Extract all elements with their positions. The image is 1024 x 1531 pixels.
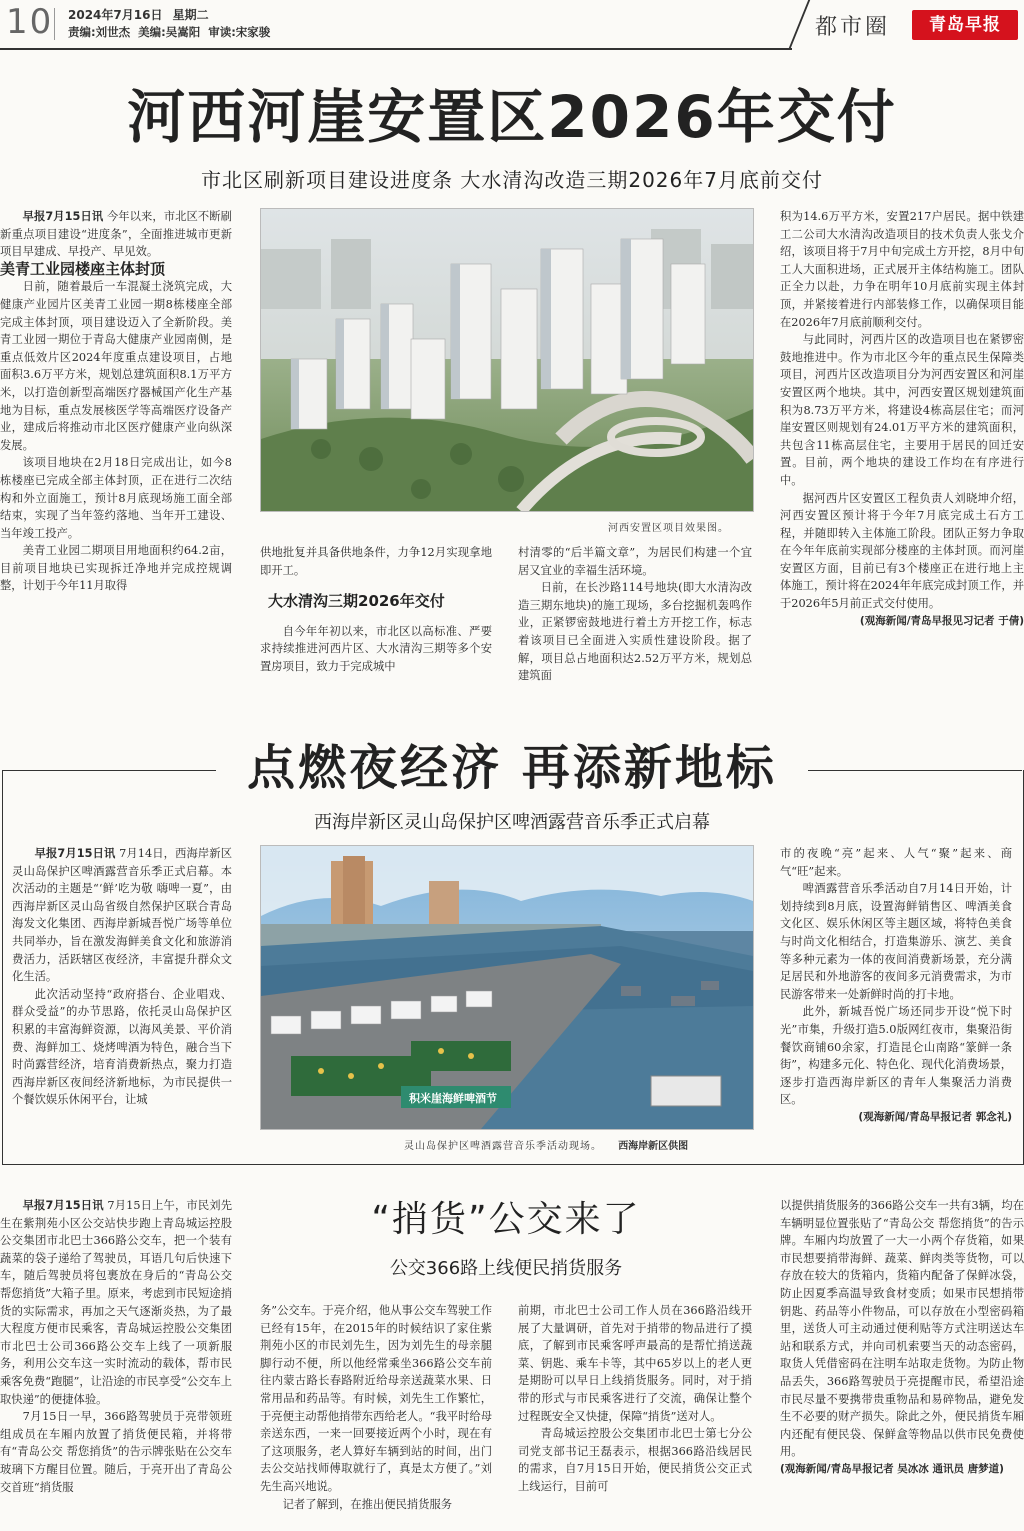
article2-paragraph: 此次活动坚持“政府搭台、企业唱戏、群众受益”的办节思路，依托灵山岛保护区积累的丰富海鲜资源，以海风美景、平价消费、海鲜加工、烧烤啤酒为特色，融合当下时尚露营经济，培育消费新热点，聚力打造西海岸新区夜间经济新地标，为市民提供一个餐饮娱乐休闲平台，让城 [12, 987, 232, 1107]
article1-paragraph: 村清零的“后半篇文章”，为居民们构建一个宜居又宜业的幸福生活环境。 [518, 546, 752, 577]
header-editors: 责编:刘世杰 美编:吴嵩阳 审读:宋家骏 [68, 25, 271, 39]
beer-festival-image [261, 846, 753, 1129]
article3-headline: “捎货”公交来了 [371, 1199, 641, 1240]
header-date: 2024年7月16日 [68, 8, 163, 22]
article2-subheadline: 西海岸新区灵山岛保护区啤酒露营音乐季正式启幕 [314, 812, 710, 833]
article2-paragraph: 7月14日，西海岸新区灵山岛保护区啤酒露营音乐季正式启幕。本次活动的主题是“‘鲜’吃为敬 嗨啤一夏”，由西海岸新区灵山岛省级自然保护区联合青岛海发文化集团、西海岸新城吾悦广场等单位共同举办，旨在激发海鲜美食文化和旅游消费活力，活跃辖区夜经济，丰富提升群众文化生活。 [12, 847, 232, 984]
article1-paragraph: 日前，随着最后一车混凝土浇筑完成，大健康产业园片区美青工业园一期8栋楼座全部完成主体封顶，项目建设迈入了全新阶段。美青工业园一期位于青岛大健康产业园南侧，是重点低效片区2024年度重点建设项目，占地面积3.6万平方米，规划总建筑面积8.1万平方米，以打造创新型高端医疗器械国产化生产基地为目标，重点发展核医学等高端医疗设备产业，建成后将推动市北区医疗健康产业向纵深发展。 [0, 280, 232, 452]
article3-byline: (观海新闻/青岛早报记者 吴冰冰 通讯员 唐梦道) [780, 1462, 1004, 1475]
article3-paragraph: 7月15日一早，366路驾驶员于亮带领班组成员在车厢内放置了捎货便民箱，并将带有“青岛公交 帮您捎货”的告示牌张贴在公交车玻璃下方醒目位置。随后，于亮开出了青岛公交首班“捎货服 [0, 1410, 232, 1494]
section-name: 都市圈 [815, 15, 891, 40]
article3-lead-tag: 早报7月15日讯 [22, 1199, 104, 1212]
article3-subheadline: 公交366路上线便民捎货服务 [389, 1258, 623, 1279]
article3-paragraph: 7月15日上午，市民刘先生在紫荆苑小区公交站快步跑上青岛城运控股公交集团市北巴士366路公交车，把一个装有蔬菜的袋子递给了驾驶员，耳语几句后快速下车，随后驾驶员将包裹放在身后的“青岛公交 帮您捎货”大箱子里。原来，考虑到市民短途捎货的实际需求，再加之天气逐渐炎热，为了最大程度方便市民乘客，青岛城运控股公交集团市北巴士公司366路公交车上线了一项新服务，利用公交车这一实时流动的载体，帮市民乘客免费“跑腿”，让沿途的市民享受“公交车上取快递”的便捷体验。 [0, 1199, 232, 1406]
article1-photo [260, 208, 754, 512]
article1-column-4 [780, 208, 1024, 688]
article3-paragraph: 务”公交车。于亮介绍，他从事公交车驾驶工作已经有15年，在2015年的时候结识了家住紫荆苑小区的市民刘先生，因为刘先生的母亲腿脚行动不便，所以他经常乘坐366路公交车前往内蒙古路长春路附近给母亲送蔬菜水果、日常用品和药品等。有时候，刘先生工作繁忙，于亮便主动帮他捎带东西给老人。“我平时给母亲送东西，一来一回要接近两个小时，现在有了这项服务，老人算好车辆到站的时间，出门去公交站找师傅取就行了，真是太方便了。”刘先生高兴地说。 [260, 1304, 492, 1493]
article1-column-1 [0, 208, 232, 688]
article1-column-2 [260, 544, 492, 688]
article3-paragraph: 以提供捎货服务的366路公交车一共有3辆，均在车辆明显位置张贴了“青岛公交 帮您捎货”的告示牌。车厢内均放置了一大一小两个存货箱，如果市民想要捎带海鲜、蔬菜、鲜肉类等货物，可以存放在较大的货箱内，货箱内配备了保鲜冰袋，防止因夏季高温导致食材变质；如果市民想捎带钥匙、药品等小件物品，可以存放在小型密码箱里，送货人可主动通过便利贴等方式注明送达车站和联系方式，并向司机索要当天的动态密码，取货人凭借密码在注明车站取走货物。为防止物品丢失，366路驾驶员于亮提醒市民，希望沿途市民尽量不要携带贵重物品和易碎物品，避免发生不必要的财产损失。除此之外，便民捎货车厢内还配有便民袋、保鲜盒等物品以供市民免费使用。 [780, 1199, 1024, 1459]
header-weekday: 星期二 [172, 8, 209, 22]
brand-logo [912, 10, 1018, 40]
article3-column-1 [0, 1197, 232, 1531]
article3-column-3 [518, 1302, 752, 1531]
article2-photo-caption-line [404, 1137, 688, 1152]
article1-paragraph: 自今年年初以来，市北区以高标准、严要求持续推进河西片区、大水清沟三期等多个安置房项目，致力于完成城中 [260, 624, 492, 673]
page-header [0, 0, 1024, 60]
article1-paragraph: 日前，在长沙路114号地块(即大水清沟改造三期东地块)的施工现场，多台挖掘机轰鸣作业，正紧锣密鼓地进行着土方开挖工作，标志着该项目已全面进入实质性建设阶段。据了解，项目总占地面积达2.52万平方米，规划总建筑面 [518, 581, 752, 683]
article1-subheadline: 市北区刷新项目建设进度条 大水清沟改造三期2026年7月底前交付 [201, 168, 823, 192]
article2-lead-tag: 早报7月15日讯 [34, 847, 116, 860]
article2-byline: (观海新闻/青岛早报记者 郭念礼) [858, 1110, 1012, 1123]
article1-byline: (观海新闻/青岛早报见习记者 于倩) [859, 614, 1024, 627]
article3-column-2 [260, 1302, 492, 1531]
article3-column-4 [780, 1197, 1024, 1531]
article1-paragraph: 积为14.6万平方米，安置217户居民。据中铁建工二公司大水清沟改造项目的技术负责人张戈介绍，该项目将于7月中旬完成土方开挖，8月中旬工人大面积进场，正式展开主体结构施工。团队正全力以赴，力争在明年10月底前实现主体封顶，并紧接着进行内部装修工作，以确保项目能在2026年7月底前顺利交付。 [780, 210, 1024, 329]
article3-paragraph: 记者了解到，在推出便民捎货服务 [282, 1497, 453, 1511]
article2-paragraph: 市的夜晚“亮”起来、人气“聚”起来、商气“旺”起来。 [780, 847, 1012, 878]
building-render-image [261, 209, 753, 511]
article2-column-1 [12, 845, 232, 1145]
article2-paragraph: 此外，新城吾悦广场还同步开设“悦下时光”市集，升级打造5.0版网红夜市，集聚沿街餐饮商铺60余家，打造昆仑山南路“篆鲜一条街”，构建多元化、特色化、现代化消费场景，逐步打造西海岸新区的青年人集聚活力消费区。 [780, 1005, 1012, 1107]
article2-paragraph: 啤酒露营音乐季活动自7月14日开始，计划持续到8月底，设置海鲜销售区、啤酒美食文化区、娱乐休闲区等主题区域，将特色美食与时尚文化相结合，打造集游乐、演艺、美食等多种元素为一体的夜间消费新场景，充分满足居民和外地游客的夜间多元消费需求，为市民游客带来一处新鲜时尚的打卡地。 [780, 882, 1012, 1001]
article1-photo-caption: 河西安置区项目效果图。 [608, 523, 729, 534]
header-rule [0, 48, 792, 50]
article2-photo-credit: 西海岸新区供图 [618, 1141, 689, 1152]
article1-column-3 [518, 544, 752, 688]
article1-paragraph: 美青工业园二期项目用地面积约64.2亩，目前项目地块已实现拆迁净地并完成控规调整，计划于今年11月取得 [0, 544, 232, 593]
festival-sign-text: 积米崖海鲜啤酒节 [409, 1092, 497, 1105]
header-separator [54, 8, 55, 40]
article1-paragraph: 与此同时，河西片区的改造项目也在紧锣密鼓地推进中。作为市北区今年的重点民生保障类项目，河西片区改造项目分为河西安置区和河崖安置区两个地块。其中，河西安置区规划建筑面积为8.73万平方米，将建设4栋高层住宅；而河崖安置区则规划有24.01万平方米的建筑面积，共包含11栋高层住宅，主要用于居民的回迁安置。目前，两个地块的建设工作均在有序进行中。 [780, 333, 1024, 487]
article1-paragraph: 供地批复并具备供地条件，力争12月实现拿地即开工。 [260, 546, 492, 577]
article2-photo [260, 845, 754, 1130]
page-number: 10 [6, 2, 54, 42]
article2-photo-caption: 灵山岛保护区啤酒露营音乐季活动现场。 [404, 1141, 602, 1152]
article1-subhead-1: 美青工业园楼座主体封顶 [0, 259, 166, 278]
brand-name: 青岛早报 [929, 15, 1001, 35]
article3-paragraph: 青岛城运控股公交集团市北巴士第七分公司党支部书记王磊表示，根据366路沿线居民的需求，自7月15日开始，便民捎货公交正式上线运行，目前可 [518, 1427, 752, 1493]
article3-paragraph: 前期，市北巴士公司工作人员在366路沿线开展了大量调研，首先对于捎带的物品进行了摸底，了解到市民乘客呼声最高的是帮忙捎送蔬菜、钥匙、乘车卡等，其中65岁以上的老人更是期盼可以早日上线捎货服务。同时，对于捎带的形式与市民乘客进行了交流，确保让整个过程既安全又快捷，保障“捎货”送对人。 [518, 1304, 752, 1423]
header-date-line [68, 6, 209, 23]
article1-paragraph: 据河西片区安置区工程负责人刘晓坤介绍，河西安置区预计将于今年7月底完成土石方工程，并随即转入主体施工阶段。团队正努力争取在今年年底前实现部分楼座的主体封顶。而河崖安置区方面，目前已有3个楼座正在进行地上主体施工，预计将在2024年年底完成封顶工作，并于2026年5月前正式交付使用。 [780, 491, 1024, 611]
article1-paragraph: 该项目地块在2月18日完成出让，如今8栋楼座已完成全部主体封顶，正在进行二次结构和外立面施工，预计8月底现场施工面全部结束，实现了当年签约落地、当年开工建设、当年竣工投产。 [0, 456, 232, 540]
article1-subhead-2: 大水清沟三期2026年交付 [268, 592, 445, 611]
article1-paragraph: 今年以来，市北区不断刷新重点项目建设“进度条”，全面推进城市更新项目早建成、早投产、早见效。 [0, 210, 232, 259]
article1-lead-tag: 早报7月15日讯 [22, 210, 104, 223]
article2-column-2 [780, 845, 1012, 1150]
article2-headline: 点燃夜经济 再添新地标 [247, 740, 777, 796]
article1-headline: 河西河崖安置区2026年交付 [127, 83, 897, 151]
